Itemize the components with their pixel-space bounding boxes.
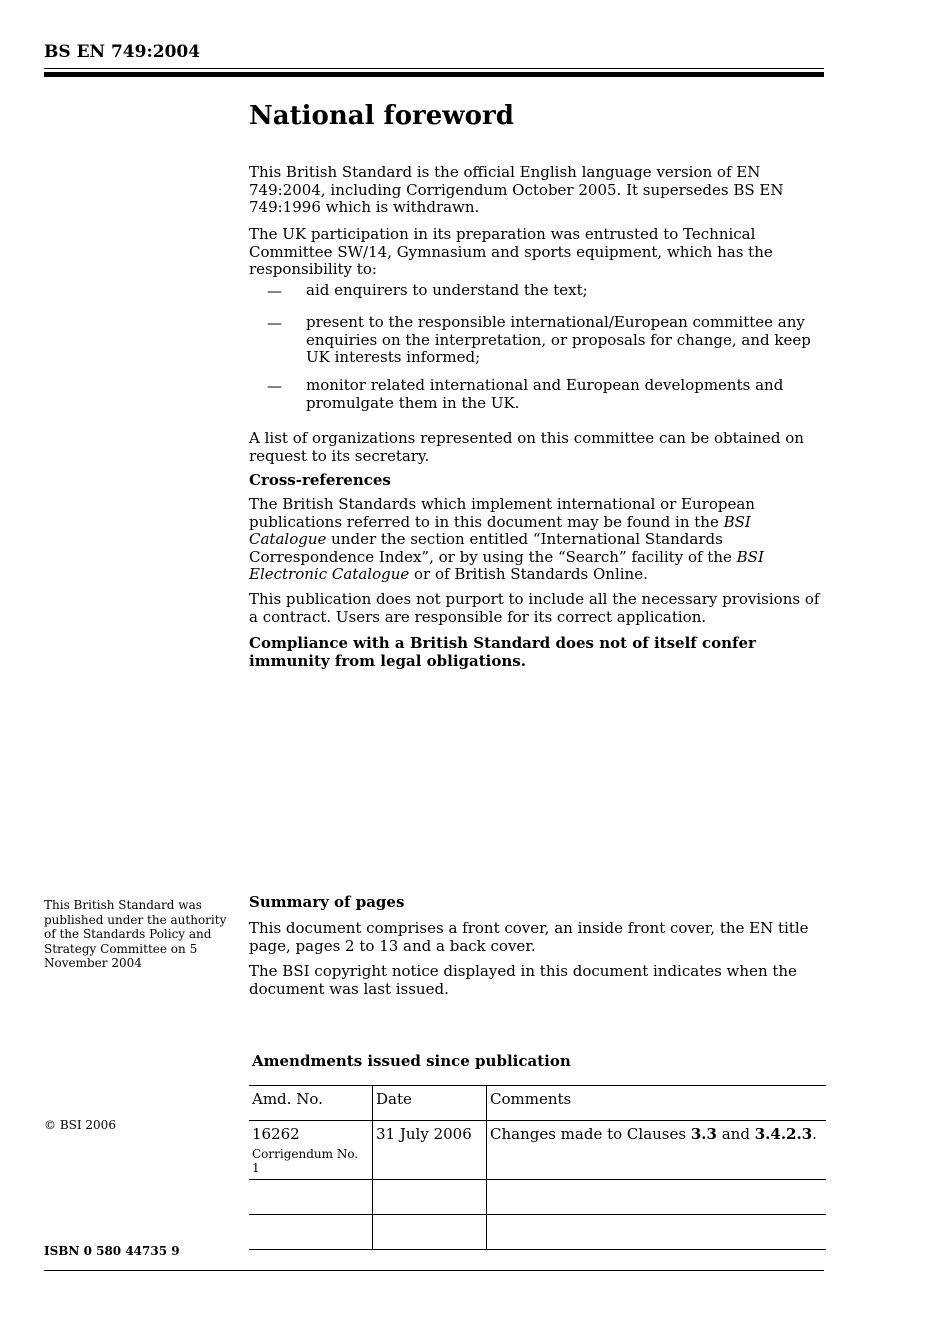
amendments-table: [249, 1085, 826, 1250]
bullet-dash: —: [267, 377, 282, 395]
copyright-label: © BSI 2006: [44, 1118, 116, 1132]
compliance-statement: Compliance with a British Standard does not of itself confer immunity from legal obligations.: [249, 634, 756, 670]
amd-no-cell: 16262 Corrigendum No. 1: [252, 1125, 359, 1175]
bullet-item: aid enquirers to understand the text;: [306, 281, 588, 299]
comments-cell: Changes made to Clauses 3.3 and 3.4.2.3.: [487, 1121, 827, 1180]
column-header-date: Date: [373, 1086, 487, 1121]
summary-paragraph: This document comprises a front cover, an inside front cover, the EN title page, pages 2 to 13 and a back cover.: [249, 919, 809, 955]
table-header-row: [249, 1086, 826, 1121]
document-code: BS EN 749:2004: [44, 42, 201, 62]
amendments-heading: Amendments issued since publication: [252, 1052, 571, 1070]
header-rule-thick: [44, 72, 824, 77]
copyright-notice-paragraph: The BSI copyright notice displayed in this document indicates when the document was last issued.: [249, 962, 797, 998]
column-header-comments: Comments: [487, 1086, 827, 1121]
table-row: [249, 1180, 826, 1215]
date-cell: 31 July 2006: [373, 1121, 487, 1180]
bullet-item: present to the responsible international/European committee any enquiries on the interpretation, or proposals for change, and keep UK interests informed;: [306, 313, 811, 366]
table-row: [249, 1121, 826, 1180]
committee-paragraph: The UK participation in its preparation was entrusted to Technical Committee SW/14, Gymnasium and sports equipment, which has the responsibility to:: [249, 225, 773, 278]
cross-references-heading: Cross-references: [249, 471, 391, 489]
authority-note: This British Standard was published under the authority of the Standards Policy and Strategy Committee on 5 November 2004: [44, 898, 227, 970]
column-header-amd-no: Amd. No.: [252, 1090, 323, 1108]
footer-rule: [44, 1270, 824, 1271]
summary-heading: Summary of pages: [249, 893, 405, 911]
table-row: [249, 1215, 826, 1250]
page-title: National foreword: [249, 101, 514, 131]
isbn-label: ISBN 0 580 44735 9: [44, 1244, 180, 1258]
contract-paragraph: This publication does not purport to include all the necessary provisions of a contract. Users are responsible for its correct application.: [249, 590, 820, 626]
intro-paragraph: This British Standard is the official English language version of EN 749:2004, including Corrigendum October 2005. It supersedes BS EN 749:1996 which is withdrawn.: [249, 163, 784, 216]
bullet-item: monitor related international and European developments and promulgate them in the UK.: [306, 376, 784, 412]
bullet-dash: —: [267, 314, 282, 332]
bullet-dash: —: [267, 282, 282, 300]
cross-references-paragraph: The British Standards which implement international or European publications referred to in this document may be found in the BSI Catalogue under the section entitled “International Standards Correspondence Index”, or by using the “Search” facility of the BSI Electronic Catalogue or of British Standards Online.: [249, 495, 764, 583]
organizations-paragraph: A list of organizations represented on this committee can be obtained on request to its secretary.: [249, 429, 804, 465]
header-rule-thin: [44, 68, 824, 69]
